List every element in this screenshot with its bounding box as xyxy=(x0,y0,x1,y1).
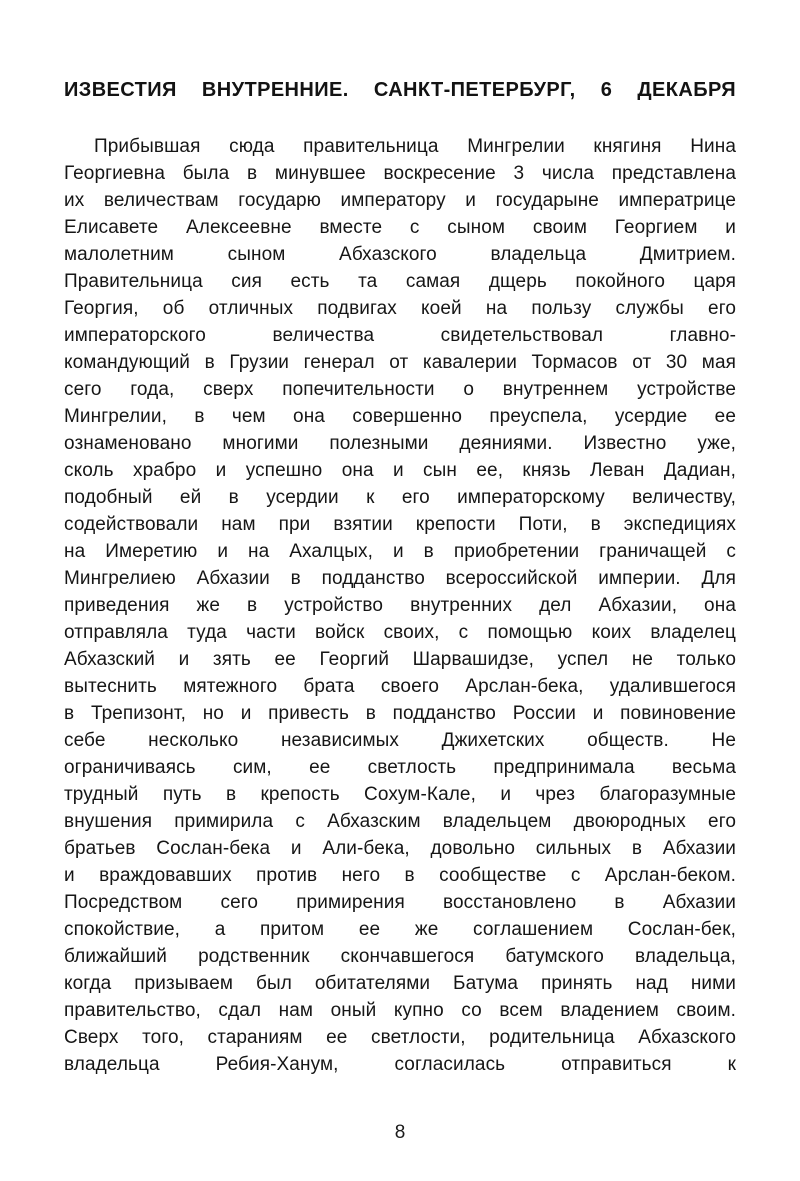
text-line: когда призываем был обитателями Батума принять над ними xyxy=(64,973,736,994)
text-line: императорского величества свидетельствовал главно- xyxy=(64,325,736,346)
text-line: Елисавете Алексеевне вместе с сыном своим Георгием и xyxy=(64,217,736,238)
text-line: и враждовавших против него в сообществе с Арслан-беком. xyxy=(64,865,736,886)
text-line: ближайший родственник скончавшегося батумского владельца, xyxy=(64,946,736,967)
text-line: внушения примирила с Абхазским владельцем двоюродных его xyxy=(64,811,736,832)
text-line: себе несколько независимых Джихетских обществ. Не xyxy=(64,730,736,751)
text-line: ограничиваясь сим, ее светлость предпринимала весьма xyxy=(64,757,736,778)
text-line: Посредством сего примирения восстановлено в Абхазии xyxy=(64,892,736,913)
article-title: ИЗВЕСТИЯ ВНУТРЕННИЕ. САНКТ-ПЕТЕРБУРГ, 6 ДЕКАБРЯ xyxy=(64,79,736,101)
article-body xyxy=(64,133,736,1078)
text-line: владельца Ребия-Ханум, согласилась отправиться к xyxy=(64,1054,736,1075)
text-line: Мингрелии, в чем она совершенно преуспела, усердие ее xyxy=(64,406,736,427)
text-line: Мингрелиею Абхазии в подданство всероссийской империи. Для xyxy=(64,568,736,589)
text-line: Абхазский и зять ее Георгий Шарвашидзе, успел не только xyxy=(64,649,736,670)
text-line: их величествам государю императору и государыне императрице xyxy=(64,190,736,211)
text-line: приведения же в устройство внутренних дел Абхазии, она xyxy=(64,595,736,616)
text-line: братьев Сослан-бека и Али-бека, довольно сильных в Абхазии xyxy=(64,838,736,859)
text-line: ознаменовано многими полезными деяниями. Известно уже, xyxy=(64,433,736,454)
text-line: содействовали нам при взятии крепости Поти, в экспедициях xyxy=(64,514,736,535)
text-line: командующий в Грузии генерал от кавалерии Тормасов от 30 мая xyxy=(64,352,736,373)
text-line: на Имеретию и на Ахалцых, и в приобретении граничащей с xyxy=(64,541,736,562)
text-line: в Трепизонт, но и привесть в подданство России и повиновение xyxy=(64,703,736,724)
page-number: 8 xyxy=(394,1122,406,1143)
text-line: сколь храбро и успешно она и сын ее, князь Леван Дадиан, xyxy=(64,460,736,481)
text-line: подобный ей в усердии к его императорскому величеству, xyxy=(64,487,736,508)
text-line: Сверх того, стараниям ее светлости, родительница Абхазского xyxy=(64,1027,736,1048)
text-line: Георгиевна была в минувшее воскресение 3 числа представлена xyxy=(64,163,736,184)
text-line: сего года, сверх попечительности о внутреннем устройстве xyxy=(64,379,736,400)
text-line: Георгия, об отличных подвигах коей на пользу службы его xyxy=(64,298,736,319)
text-line: малолетним сыном Абхазского владельца Дмитрием. xyxy=(64,244,736,265)
text-line: Прибывшая сюда правительница Мингрелии княгиня Нина xyxy=(94,136,736,157)
text-line: Правительница сия есть та самая дщерь покойного царя xyxy=(64,271,736,292)
text-line: вытеснить мятежного брата своего Арслан-бека, удалившегося xyxy=(64,676,736,697)
text-line: правительство, сдал нам оный купно со всем владением своим. xyxy=(64,1000,736,1021)
text-line: трудный путь в крепость Сохум-Кале, и чрез благоразумные xyxy=(64,784,736,805)
text-line: спокойствие, а притом ее же соглашением Сослан-бек, xyxy=(64,919,736,940)
text-line: отправляла туда части войск своих, с помощью коих владелец xyxy=(64,622,736,643)
